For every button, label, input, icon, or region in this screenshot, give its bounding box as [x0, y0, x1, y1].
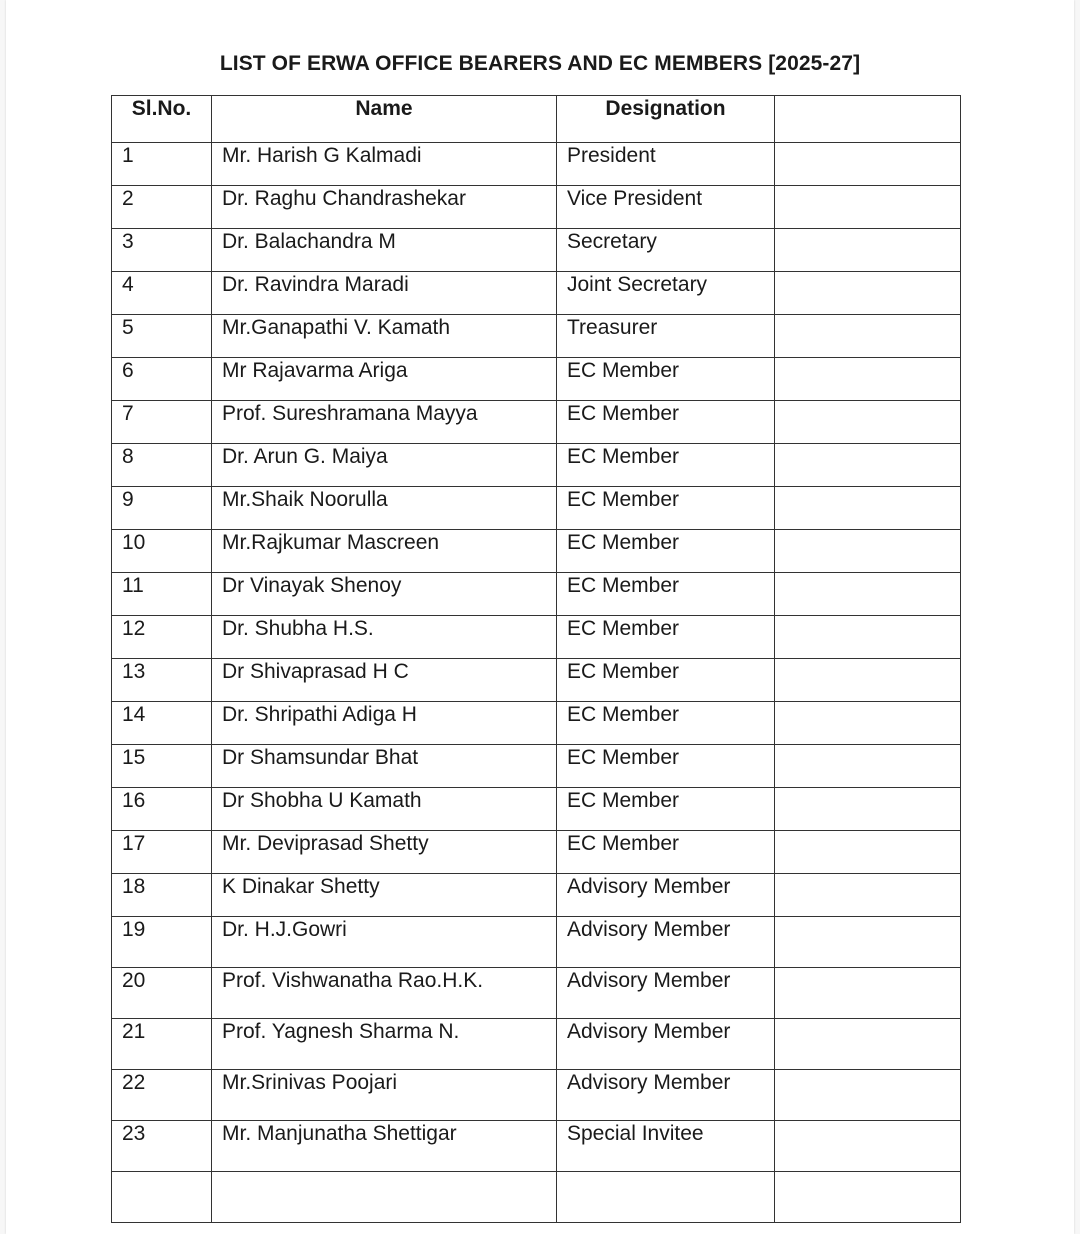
sl-no-cell: 4 — [112, 272, 212, 315]
designation-cell: EC Member — [557, 358, 775, 401]
name-cell: K Dinakar Shetty — [212, 874, 557, 917]
designation-cell: Treasurer — [557, 315, 775, 358]
table-row — [112, 702, 961, 745]
designation-cell: Advisory Member — [557, 1019, 775, 1070]
name-cell: Dr. Shubha H.S. — [212, 616, 557, 659]
empty-cell — [775, 874, 961, 917]
empty-cell — [775, 659, 961, 702]
sl-no-cell: 10 — [112, 530, 212, 573]
table-row — [112, 917, 961, 968]
table-row — [112, 143, 961, 186]
empty-cell — [775, 745, 961, 788]
name-cell: Prof. Yagnesh Sharma N. — [212, 1019, 557, 1070]
designation-cell: Special Invitee — [557, 1121, 775, 1172]
sl-no-cell: 19 — [112, 917, 212, 968]
sl-no-cell: 2 — [112, 186, 212, 229]
table-row — [112, 487, 961, 530]
designation-cell: EC Member — [557, 831, 775, 874]
sl-no-cell: 23 — [112, 1121, 212, 1172]
name-cell: Dr Vinayak Shenoy — [212, 573, 557, 616]
table-row — [112, 874, 961, 917]
column-header-designation: Designation — [557, 96, 775, 143]
office-bearers-table — [111, 95, 961, 1223]
sl-no-cell: 3 — [112, 229, 212, 272]
table-row — [112, 1121, 961, 1172]
table-row — [112, 573, 961, 616]
name-cell: Mr.Rajkumar Mascreen — [212, 530, 557, 573]
name-cell: Dr. Raghu Chandrashekar — [212, 186, 557, 229]
empty-cell — [212, 1172, 557, 1223]
designation-cell: Advisory Member — [557, 968, 775, 1019]
sl-no-cell: 21 — [112, 1019, 212, 1070]
empty-cell — [112, 1172, 212, 1223]
name-cell: Mr.Ganapathi V. Kamath — [212, 315, 557, 358]
name-cell: Dr Shobha U Kamath — [212, 788, 557, 831]
empty-cell — [775, 1019, 961, 1070]
designation-cell: Advisory Member — [557, 874, 775, 917]
column-header-sl-no: Sl.No. — [112, 96, 212, 143]
designation-cell: EC Member — [557, 616, 775, 659]
empty-cell — [775, 143, 961, 186]
name-cell: Dr. Ravindra Maradi — [212, 272, 557, 315]
name-cell: Mr Rajavarma Ariga — [212, 358, 557, 401]
table-body — [112, 143, 961, 1223]
empty-cell — [775, 401, 961, 444]
name-cell: Dr Shamsundar Bhat — [212, 745, 557, 788]
sl-no-cell: 20 — [112, 968, 212, 1019]
name-cell: Mr.Srinivas Poojari — [212, 1070, 557, 1121]
table-row — [112, 229, 961, 272]
designation-cell: Vice President — [557, 186, 775, 229]
empty-cell — [775, 616, 961, 659]
empty-cell — [775, 272, 961, 315]
empty-cell — [557, 1172, 775, 1223]
designation-cell: EC Member — [557, 745, 775, 788]
empty-table-row — [112, 1172, 961, 1223]
empty-cell — [775, 702, 961, 745]
name-cell: Prof. Sureshramana Mayya — [212, 401, 557, 444]
name-cell: Mr. Manjunatha Shettigar — [212, 1121, 557, 1172]
sl-no-cell: 7 — [112, 401, 212, 444]
empty-cell — [775, 917, 961, 968]
sl-no-cell: 18 — [112, 874, 212, 917]
designation-cell: EC Member — [557, 788, 775, 831]
name-cell: Mr. Deviprasad Shetty — [212, 831, 557, 874]
empty-cell — [775, 487, 961, 530]
sl-no-cell: 14 — [112, 702, 212, 745]
sl-no-cell: 1 — [112, 143, 212, 186]
sl-no-cell: 16 — [112, 788, 212, 831]
name-cell: Mr.Shaik Noorulla — [212, 487, 557, 530]
empty-cell — [775, 444, 961, 487]
table-row — [112, 401, 961, 444]
designation-cell: Advisory Member — [557, 917, 775, 968]
designation-cell: Joint Secretary — [557, 272, 775, 315]
empty-cell — [775, 831, 961, 874]
empty-cell — [775, 1121, 961, 1172]
designation-cell: Advisory Member — [557, 1070, 775, 1121]
empty-cell — [775, 229, 961, 272]
empty-cell — [775, 530, 961, 573]
designation-cell: EC Member — [557, 659, 775, 702]
sl-no-cell: 9 — [112, 487, 212, 530]
name-cell: Dr. H.J.Gowri — [212, 917, 557, 968]
empty-cell — [775, 788, 961, 831]
table-row — [112, 1070, 961, 1121]
name-cell: Dr. Arun G. Maiya — [212, 444, 557, 487]
table-row — [112, 616, 961, 659]
empty-cell — [775, 1070, 961, 1121]
empty-cell — [775, 968, 961, 1019]
sl-no-cell: 5 — [112, 315, 212, 358]
designation-cell: President — [557, 143, 775, 186]
table-row — [112, 186, 961, 229]
document-title: LIST OF ERWA OFFICE BEARERS AND EC MEMBERS [2025-27] — [219, 52, 861, 75]
sl-no-cell: 22 — [112, 1070, 212, 1121]
table-row — [112, 831, 961, 874]
name-cell: Dr. Shripathi Adiga H — [212, 702, 557, 745]
designation-cell: EC Member — [557, 702, 775, 745]
empty-cell — [775, 358, 961, 401]
table-row — [112, 745, 961, 788]
designation-cell: Secretary — [557, 229, 775, 272]
empty-cell — [775, 573, 961, 616]
name-cell: Mr. Harish G Kalmadi — [212, 143, 557, 186]
table-row — [112, 315, 961, 358]
sl-no-cell: 17 — [112, 831, 212, 874]
table-row — [112, 444, 961, 487]
designation-cell: EC Member — [557, 401, 775, 444]
sl-no-cell: 15 — [112, 745, 212, 788]
column-header-name: Name — [212, 96, 557, 143]
name-cell: Dr. Balachandra M — [212, 229, 557, 272]
table-header-row — [112, 96, 961, 143]
table-row — [112, 1019, 961, 1070]
designation-cell: EC Member — [557, 530, 775, 573]
sl-no-cell: 11 — [112, 573, 212, 616]
designation-cell: EC Member — [557, 573, 775, 616]
sl-no-cell: 12 — [112, 616, 212, 659]
table-row — [112, 272, 961, 315]
table-row — [112, 358, 961, 401]
empty-cell — [775, 315, 961, 358]
table-row — [112, 968, 961, 1019]
table-row — [112, 530, 961, 573]
empty-cell — [775, 186, 961, 229]
designation-cell: EC Member — [557, 444, 775, 487]
sl-no-cell: 8 — [112, 444, 212, 487]
table-row — [112, 659, 961, 702]
name-cell: Prof. Vishwanatha Rao.H.K. — [212, 968, 557, 1019]
column-header-extra — [775, 96, 961, 143]
designation-cell: EC Member — [557, 487, 775, 530]
sl-no-cell: 13 — [112, 659, 212, 702]
empty-cell — [775, 1172, 961, 1223]
name-cell: Dr Shivaprasad H C — [212, 659, 557, 702]
sl-no-cell: 6 — [112, 358, 212, 401]
table-row — [112, 788, 961, 831]
